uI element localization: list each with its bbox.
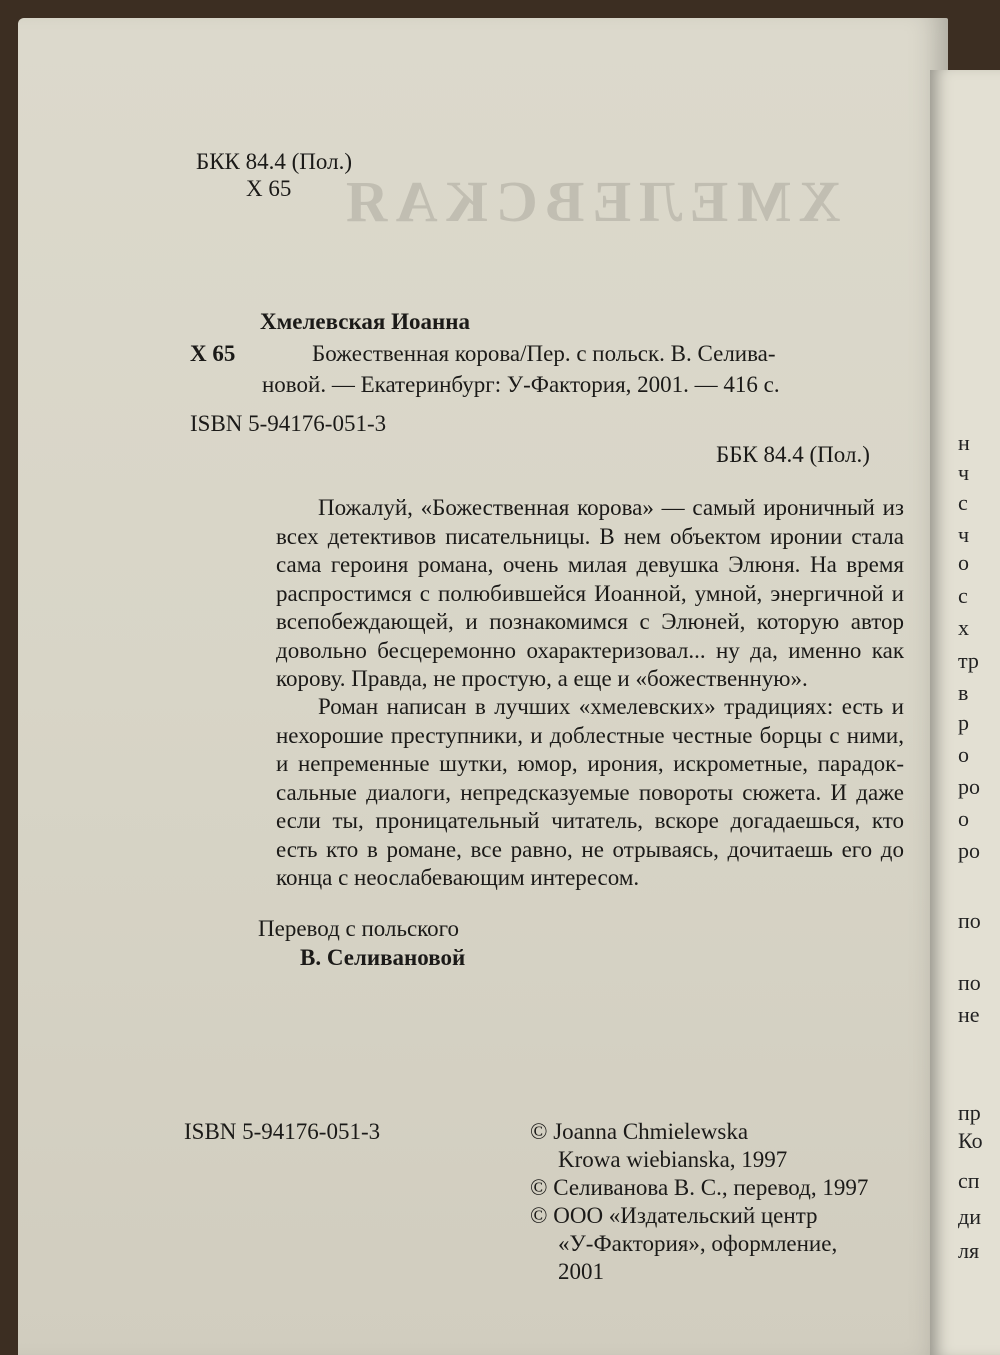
annotation-line: конца с неослабевающим интересом. — [276, 865, 640, 890]
adjacent-text-fragment: ч — [958, 460, 970, 485]
copyright-line: Krowa wiebianska, 1997 — [558, 1147, 788, 1172]
copyright-line: © ООО «Издательский центр — [530, 1203, 818, 1228]
adjacent-text-fragment: не — [958, 1002, 980, 1027]
adjacent-text-fragment: н — [958, 430, 970, 455]
adjacent-text-fragment: в — [958, 680, 969, 705]
annotation-line: сальные диалоги, непредсказуемые повороты сюжета. И даже — [276, 779, 904, 805]
adjacent-text-fragment: ро — [958, 774, 980, 799]
copyright-line: © Селиванова В. С., перевод, 1997 — [530, 1175, 869, 1200]
adjacent-text-fragment: ро — [958, 838, 980, 863]
annotation-line: всепобеждающей, и познакомимся с Элюней, которую автор — [276, 609, 904, 634]
adjacent-text-fragment: ди — [958, 1204, 981, 1229]
copyright-line: «У-Фактория», оформление, — [558, 1231, 838, 1256]
entry-code: Х 65 — [190, 341, 236, 366]
annotation-line: распростимся с полюбившейся Иоанной, умной, энергичной и — [276, 580, 904, 606]
annotation-line: Пожалуй, «Божественная корова» — самый ироничный из — [318, 495, 904, 520]
annotation-paragraph-1 — [276, 494, 904, 694]
adjacent-text-fragment: с — [958, 583, 968, 608]
adjacent-text-fragment: о — [958, 550, 969, 575]
adjacent-text-fragment: о — [958, 806, 969, 831]
header-code: Х 65 — [246, 176, 292, 201]
adjacent-text-fragment: р — [958, 710, 969, 735]
entry-isbn: ISBN 5-94176-051-3 — [190, 411, 387, 436]
adjacent-text-fragment: сп — [958, 1168, 980, 1193]
book-page — [18, 18, 948, 1355]
translation-label: Перевод с польского — [258, 916, 460, 941]
adjacent-text-fragment: ч — [958, 522, 970, 547]
annotation-line: довольно бесцеремонно охарактеризовал... ну да, именно как — [276, 637, 904, 663]
adjacent-text-fragment: тр — [958, 648, 979, 673]
adjacent-text-fragment: х — [958, 615, 969, 640]
annotation-line: всех детективов писательницы. В нем объектом иронии стала — [276, 523, 904, 549]
adjacent-text-fragment: Ко — [958, 1128, 983, 1153]
annotation-line: сама героиня романа, очень милая девушка Элюня. На время — [276, 552, 904, 577]
adjacent-text-fragment: по — [958, 970, 981, 995]
annotation-line: Роман написан в лучших «хмелевских» традициях: есть и — [318, 694, 904, 719]
header-bbk: БКК 84.4 (Пол.) — [196, 149, 352, 174]
adjacent-text-fragment: ля — [958, 1238, 980, 1263]
adjacent-text-fragment: по — [958, 908, 981, 933]
entry-bbk: ББК 84.4 (Пол.) — [716, 442, 870, 467]
copyright-line: 2001 — [558, 1259, 604, 1284]
annotation-line: если ты, проницательный читатель, вскоре догадаешься, кто — [276, 808, 904, 833]
adjacent-page-edge — [930, 70, 1000, 1355]
bleed-through-title: ХМЕЛЕВСКАЯ — [338, 169, 841, 234]
adjacent-text-fragment: пр — [958, 1100, 981, 1125]
footer-isbn: ISBN 5-94176-051-3 — [184, 1119, 381, 1144]
adjacent-text-fragment: о — [958, 742, 969, 767]
entry-line-2: новой. — Екатеринбург: У-Фактория, 2001. — 416 с. — [262, 372, 780, 397]
entry-author: Хмелевская Иоанна — [260, 309, 470, 334]
annotation-line: нехорошие преступники, и доблестные честные борцы с ними, — [276, 722, 904, 748]
copyright-line: © Joanna Chmielewska — [530, 1119, 749, 1144]
annotation-paragraph-2 — [276, 693, 904, 893]
annotation-line: есть кто в романе, все равно, не отрываясь, дочитаешь его до — [276, 836, 904, 862]
adjacent-text-fragment: с — [958, 490, 968, 515]
entry-line-1: Божественная корова/Пер. с польск. В. Селива- — [312, 341, 776, 366]
annotation-line: и непременные шутки, юмор, ирония, искрометные, парадок- — [276, 751, 904, 776]
annotation-line: корову. Правда, не простую, а еще и «божественную». — [276, 666, 808, 691]
translator-name: В. Селивановой — [300, 945, 466, 970]
